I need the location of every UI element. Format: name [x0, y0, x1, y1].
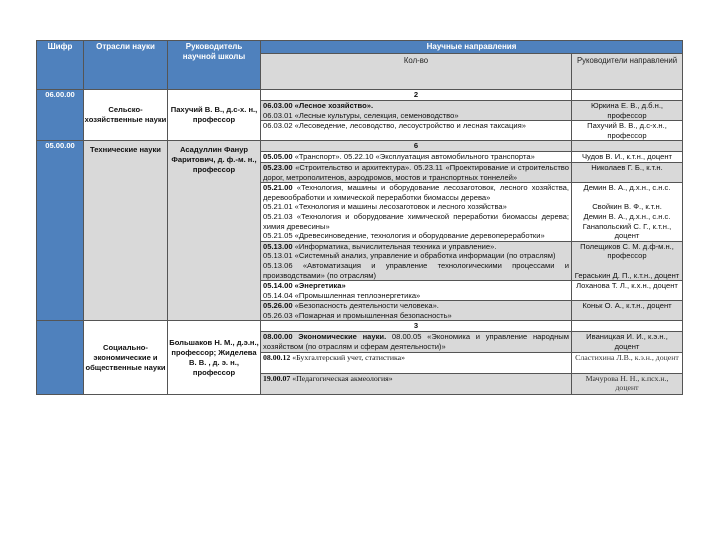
count-row	[37, 141, 683, 152]
group-count: 2	[261, 90, 572, 101]
group-field: Сельско-хозяйственные науки	[84, 90, 168, 141]
count-row	[37, 90, 683, 101]
leader-cell: Юркина Е. В., д.б.н., профессор	[572, 101, 683, 121]
group-field: Социально-экономические и общественные науки	[84, 321, 168, 394]
direction-cell: 08.00.00 Экономические науки. 08.00.05 «Экономика и управление народным хозяйством (по отраслям и сферам деятельности)»	[261, 332, 572, 352]
group-count: 6	[261, 141, 572, 152]
leader-cell: Полещиков С. М. д.ф-м.н., профессор Гераськин Д. П., к.т.н., доцент	[572, 241, 683, 280]
header-leaders: Руководители направлений	[572, 54, 683, 90]
direction-cell: 19.00.07 «Педагогическая акмеология»	[261, 373, 572, 394]
leader-cell: Иваницкая И. И., к.э.н., доцент	[572, 332, 683, 352]
direction-cell: 05.23.00 «Строительство и архитектура». 05.23.11 «Проектирование и строительство дорог, метрополитенов, аэродромов, мостов и транспортных тоннелей»	[261, 162, 572, 182]
direction-cell: 08.00.12 «Бухгалтерский учет, статистика»	[261, 352, 572, 373]
leader-cell: Лоханова Т. Л., к.х.н., доцент	[572, 281, 683, 301]
leader-cell: Чудов В. И., к.т.н., доцент	[572, 152, 683, 163]
leader-cell: Коньк О. А., к.т.н., доцент	[572, 301, 683, 321]
direction-cell: 05.14.00 «Энергетика» 05.14.04 «Промышленная теплоэнергетика»	[261, 281, 572, 301]
group-school-head: Пахучий В. В., д.с-х. н., профессор	[168, 90, 261, 141]
group-count: 3	[261, 321, 572, 332]
header-directions: Научные направления	[261, 41, 683, 54]
header-code: Шифр	[37, 41, 84, 90]
header-school-head: Руководитель научной школы	[168, 41, 261, 90]
header-field: Отрасли науки	[84, 41, 168, 90]
direction-cell: 05.05.00 «Транспорт». 05.22.10 «Эксплуатация автомобильного транспорта»	[261, 152, 572, 163]
group-code: 05.00.00	[37, 141, 84, 321]
group-code: 06.00.00	[37, 90, 84, 141]
count-row	[37, 321, 683, 332]
group-count-blank	[572, 321, 683, 332]
group-count-blank	[572, 141, 683, 152]
leader-cell: Демин В. А., д.х.н., с.н.с. Свойкин В. Ф., к.т.н. Демин В. А., д.х.н., с.н.с. Ганапольский С. Г., к.т.н., доцент	[572, 183, 683, 242]
direction-cell: 05.21.00 «Технология, машины и оборудование лесозаготовок, лесного хозяйства, деревообработки и химической переработки биомассы дерева» 05.21.01 «Технология и машины лесозаготовок и лесного хозяйства» 05.21.03 «Технология и оборудование химической переработки биомассы дерева; химия древесины» 05.21.05 «Древесиноведение, технология и оборудование деревопереработки»	[261, 183, 572, 242]
leader-cell: Николаев Г. Б., к.т.н.	[572, 162, 683, 182]
group-field: Технические науки	[84, 141, 168, 321]
direction-cell: 05.13.00 «Информатика, вычислительная техника и управление». 05.13.01 «Системный анализ, управление и обработка информации (по отраслям) 05.13.06 «Автоматизация и управление технологическими процессами и производствами» (по отраслям)	[261, 241, 572, 280]
leader-cell: Сластихина Л.В., к.э.н., доцент	[572, 352, 683, 373]
leader-cell: Мачурова Н. Н., к.псх.н., доцент	[572, 373, 683, 394]
group-school-head: Асадуллин Фанур Фаритович, д. ф.-м. н., профессор	[168, 141, 261, 321]
direction-cell: 06.03.00 «Лесное хозяйство». 06.03.01 «Лесные культуры, селекция, семеноводство»	[261, 101, 572, 121]
group-code	[37, 321, 84, 394]
direction-cell: 06.03.02 «Лесоведение, лесоводство, лесоустройство и лесная таксация»	[261, 121, 572, 141]
direction-cell: 05.26.00 «Безопасность деятельности человека». 05.26.03 «Пожарная и промышленная безопасность»	[261, 301, 572, 321]
header-row	[37, 41, 683, 54]
leader-cell: Пахучий В. В., д.с-х.н., профессор	[572, 121, 683, 141]
header-count: Кол-во	[261, 54, 572, 90]
science-schools-table	[36, 40, 683, 395]
group-school-head: Большаков Н. М., д.э.н., профессор; Жиделева В. В. , д. э. н., профессор	[168, 321, 261, 394]
group-count-blank	[572, 90, 683, 101]
